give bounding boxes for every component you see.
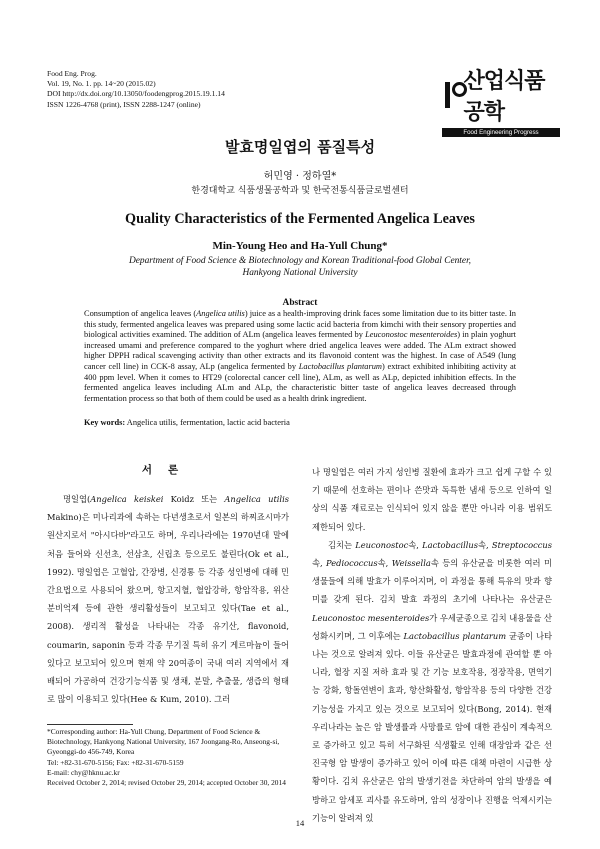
korean-title: 발효명일엽의 품질특성 [224,138,376,156]
korean-affiliation: 한경대학교 식품생물공학과 및 한국전통식품글로벌센터 [191,186,409,196]
english-authors: Min-Young Heo and Ha-Yull Chung* [212,240,388,252]
journal-name: Food Eng. Prog. [47,69,97,78]
english-title: Quality Characteristics of the Fermented Angelica Leaves [125,211,475,227]
logo-korean-text: 산업식품공학 [463,69,545,125]
affiliation-line-1: Department of Food Science & Biotechnology and Korean Traditional-food Global Center, [128,256,472,266]
contact-email: E-mail: chy@hknu.ac.kr [47,767,120,777]
keywords-label: Key words: [84,418,126,427]
keywords-text: Angelica utilis, fermentation, lactic acid bacteria [125,418,290,427]
right-column-paragraph-1: 나 명일엽은 여러 가지 성인병 질환에 효과가 크고 쉽게 구할 수 있기 때문에 선호하는 편이나 쓴맛과 독특한 냄새 등으로 인하여 일상의 식품 재료로는 인식되어 있지 않을 뿐만 아니라 이용 범위도 제한되어 있다. [312,467,552,532]
journal-meta [47,69,225,110]
english-affiliation [0,256,600,279]
journal-volume: Vol. 19, No. 1. pp. 14~20 (2015.02) [47,79,156,89]
received-dates: Received October 2, 2014; revised October 29, 2014; accepted October 30, 2014 [47,778,286,788]
logo-mark-icon [442,80,459,110]
right-column-paragraph-2: 김치는 Leuconostoc속, Lactobacillus속, Streptococcus속, Pediococcus속, Weissella속 등의 유산균을 비롯한 여러 미생물들에 의해 발효가 이루어지며, 이 과정을 통해 특유의 맛과 향미를 갖게 된다. 김치 발효 과정의 초기에 나타나는 유산균은 Leuconostoc mesenteroides가 우세균종으로 김치 내용물을 산성화시키며, 그 이후에는 Lactobacillus plantarum 균종이 나타나는 것으로 알려져 있다. 이들 유산균은 발효과정에 관여할 뿐 아니라, 혈장 지질 저하 효과 및 간 기능 보호작용, 정장작용, 면역기능 강화, 항돌연변이 효과, 항산화활성, 항암작용 등의 다양한 건강 기능성을 가지고 있는 것으로 보고되어 있다(Bong, 2014). 현재 우리나라는 높은 암 발생률과 사망률로 암에 대한 관심이 계속적으로 증가하고 있고 특히 서구화된 식생활로 인해 대장암과 같은 선진국형 암 발생이 증가하고 있어 이에 따른 대책 마련이 시급한 상황이다. 김치 유산균은 암의 발생기전을 차단하여 암의 발생을 예방하고 암세포 괴사를 유도하며, 암의 성장이나 진행을 억제시키는 기능이 알려져 있 [312,539,553,823]
section-heading-introduction: 서론 [141,464,195,476]
contact-phone: Tel: +82-31-670-5156; Fax: +82-31-670-5159 [47,757,184,767]
keywords [84,418,516,427]
korean-authors: 허민영 · 정하열* [263,171,337,182]
corresponding-author: *Corresponding author: Ha-Yull Chung, Department of Food Science & Biotechnology, Hankyong National University, 167 Joongang-Ro, Anseong-si, Gyeonggi-do 456-749, Korea [47,727,280,757]
abstract-heading: Abstract [282,298,318,308]
logo-english-text: Food Engineering Progress [442,128,560,137]
journal-issn: ISSN 1226-4768 (print), ISSN 2288-1247 (online) [47,99,201,109]
right-column-text [312,463,552,827]
affiliation-line-2: Hankyong National University [242,267,358,278]
left-column-text: 명일엽(Angelica keiskei Koidz 또는 Angelica utilis Makino)은 미나리과에 속하는 다년생초로서 일본의 하찌죠시마가 원산지로서 "아시다바"라고도 하며, 우리나라에는 1970년대 말에 처음 들어와 신선초, 선삼초, 신립초 등으로도 불린다(Ok et al., 1992). 명일엽은 고혈압, 간장병, 신경통 등 각종 성인병에 대해 민간요법으로 사용되어 왔으며, 항고지혈, 혈압강하, 항암작용, 위산분비억제 등에 관한 생리활성들이 보고되고 있다(Tae et al., 2008). 생리적 활성을 나타내는 각종 유기산, flavonoid, coumarin, saponin 등과 각종 무기질 특히 유기 게르마늄이 들어 있다고 보고되어 있으며 현재 약 20여종이 국내 여러 지역에서 재배되어 가공하여 건강기능식품 및 생채, 분말, 추출물, 생즙의 형태로 많이 이용되고 있다(Hee & Kum, 2010). 그러 [47,494,289,705]
page-number: 14 [295,818,305,828]
abstract-text: Consumption of angelica leaves (Angelica utilis) juice as a health-improving drink faces some limitation due to its bitter taste. In this study, fermented angelica leaves was prepared using some lactic acid bacteria from kimchi with their sensory properties and biological activities examined. The addition of ALm (angelica leaves fermented by Leuconostoc mesenteroides) in plain yoghurt increased umami and preference compared to the yoghurt where dried angelica leaves were added. The ALm extract showed higher DPPH radical scavenging activity than other extracts and its flavonoid content was the highest. In case of A549 (lung cancer cell line) in CCK-8 assay, ALp (angelica fermented by Lactobacillus plantarum) extract exhibited inhibiting activity at 400 ppm level. When it comes to HT29 (colorectal cancer cell line), ALm, as well as ALp, depicted inhibition effects. In the fermented angelica leaves including ALm and ALp, the characteristic bitter taste of angelica leaves decreased through fermentation process so that both of them could be used as a health drink ingredient. [84,309,517,403]
journal-doi: DOI http://dx.doi.org/10.13050/foodengprog.2015.19.1.14 [47,89,225,99]
footnote [47,727,291,788]
journal-logo [442,64,560,136]
footnote-divider [47,724,133,725]
